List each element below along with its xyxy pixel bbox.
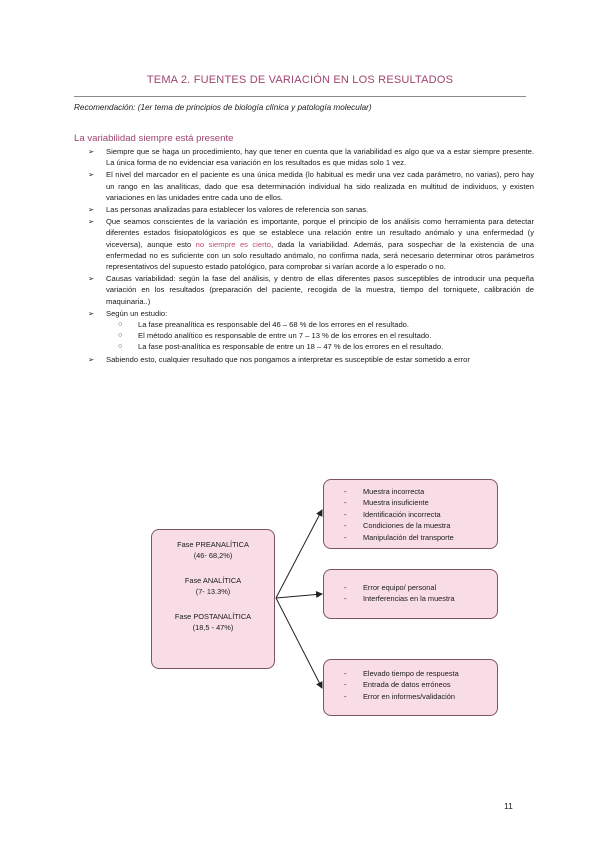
page-number: 11 <box>504 801 513 811</box>
postanalytic-errors-box <box>323 659 498 716</box>
arrow-to-preanalytic <box>276 510 322 598</box>
list-item: ➢ Que seamos conscientes de la variación es importante, porque el principio de los análisis como herramienta para detectar diferentes estados fisiopatológicos es que se establece una relación entre un resultado anómalo y una enfermedad (y viceversa), aunque esto no siempre es cierto, dada la variabilidad. Además, para sospechar de la existencia de una enfermedad no es suficiente con un solo resultado anómalo, no confirma nada, será necesario determinar otros parámetros representativos del supuesto estado patológico, para comprobar si varían acorde a lo esperado o no. <box>88 217 534 272</box>
bullet-list <box>74 146 534 366</box>
list-item: - Identificación incorrecta <box>344 509 441 519</box>
list-item: ➢ Causas variabilidad: según la fase del análisis, y dentro de ellas diferentes pasos susceptibles de introducir una pequeña variación en los resultados (preparación del paciente, recogida de la muestra, tiempo del torniquete, calibración de maquinaria..) <box>88 274 534 306</box>
list-item: - Muestra insuficiente <box>344 498 429 508</box>
circle-bullet-icon: ○ <box>118 321 123 329</box>
page-title: TEMA 2. FUENTES DE VARIACIÓN EN LOS RESULTADOS <box>146 74 454 86</box>
title-divider <box>74 96 526 97</box>
arrow-bullet-icon: ➢ <box>88 354 95 364</box>
list-item: ➢ Las personas analizadas para establecer los valores de referencia son sanas. <box>88 205 369 215</box>
highlighted-text: no siempre es cierto <box>195 239 271 249</box>
arrow-to-postanalytic <box>276 598 322 688</box>
analytic-errors-box <box>323 569 498 619</box>
section-heading: La variabilidad siempre está presente <box>74 133 234 144</box>
list-item: - Entrada de datos erróneos <box>344 680 451 690</box>
phase-postanalytic: Fase POSTANALÍTICA (18,5 - 47%) <box>174 611 252 633</box>
arrow-bullet-icon: ➢ <box>88 170 95 180</box>
circle-bullet-icon: ○ <box>118 332 123 340</box>
list-item: ➢ Sabiendo esto, cualquier resultado que nos pongamos a interpretar es susceptible de estar sometido a error <box>88 354 470 364</box>
list-item: ➢ Según un estudio: ○ La fase preanalítica es responsable del 46 – 68 % de los errores en el resultado. ○ El método analítico es responsable de entre un 7 – 13 % de los errores en el resultado. ○ La fase post-analítica es responsable de entre un 18 – 47 % de los errores en el resultado. <box>74 308 534 353</box>
list-item: - Interferencias en la muestra <box>344 594 455 604</box>
list-item: ➢ El nivel del marcador en el paciente es una única medida (lo habitual es medir una vez cada parámetro, no varias), pero hay un rango en las analíticas, dado que esa determinación individual ha sido realizada en multitud de individuos, y existen variaciones en las unidades entre cada uno de ellos. <box>88 170 534 202</box>
sublist-item: ○ El método analítico es responsable de entre un 7 – 13 % de los errores en el resultado. <box>118 331 432 341</box>
list-item: - Error en informes/validación <box>344 691 456 701</box>
arrow-bullet-icon: ➢ <box>88 205 95 215</box>
phase-preanalytic: Fase PREANALÍTICA (46- 68,2%) <box>177 540 249 561</box>
arrow-bullet-icon: ➢ <box>88 274 95 284</box>
arrow-bullet-icon: ➢ <box>88 147 95 156</box>
recommendation-note: Recomendación: (1er tema de principios de biología clínica y patología molecular) <box>74 103 372 112</box>
list-item: - Error equipo/ personal <box>344 583 437 592</box>
study-sublist <box>106 319 534 353</box>
list-item: - Elevado tiempo de respuesta <box>344 669 459 678</box>
list-item: ➢ Siempre que se haga un procedimiento, hay que tener en cuenta que la variabilidad es algo que va a estar siempre presente. La única forma de no evidenciar esa variación en los resultados es que midas solo 1 vez. <box>88 147 534 168</box>
phase-analytic: Fase ANALÍTICA (7- 13.3%) <box>184 575 242 597</box>
arrow-bullet-icon: ➢ <box>88 308 95 318</box>
list-item: - Muestra incorrecta <box>344 487 425 496</box>
phases-box <box>151 529 275 669</box>
circle-bullet-icon: ○ <box>118 343 123 351</box>
preanalytic-errors-box <box>323 479 498 549</box>
sublist-item: ○ La fase post-analítica es responsable de entre un 18 – 47 % de los errores en el resultado. <box>118 342 444 352</box>
list-item: - Condiciones de la muestra <box>344 521 451 531</box>
arrow-bullet-icon: ➢ <box>88 217 95 227</box>
arrow-to-analytic <box>276 594 322 598</box>
sublist-item: ○ La fase preanalítica es responsable del 46 – 68 % de los errores en el resultado. <box>118 320 410 330</box>
list-item: - Manipulación del transporte <box>344 532 454 542</box>
